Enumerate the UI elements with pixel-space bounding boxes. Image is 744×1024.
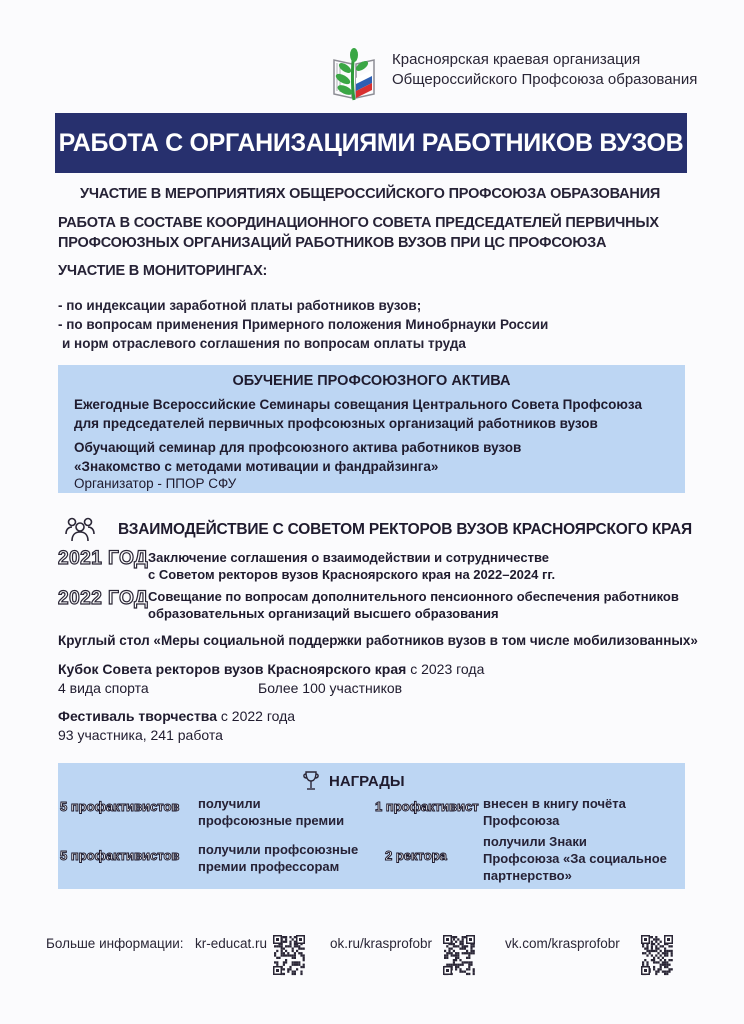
award-line: премии профессорам (198, 859, 340, 874)
page-title: РАБОТА С ОРГАНИЗАЦИЯМИ РАБОТНИКОВ ВУЗОВ (58, 128, 684, 157)
people-group-icon (64, 516, 96, 542)
award-line: получили профсоюзные (198, 842, 359, 857)
year-label: 2021 ГОД (58, 548, 149, 569)
award-line: профсоюзные премии (198, 813, 345, 828)
monitoring-item: - по индексации заработной платы работников вузов; (58, 298, 422, 313)
link-ok-krasprofobr[interactable]: ok.ru/krasprofobr (330, 936, 433, 951)
event-description (148, 588, 679, 622)
award-count: 2 ректора (385, 848, 447, 863)
page-title-banner (55, 113, 687, 173)
festival-stats: 93 участника, 241 работа (58, 727, 223, 743)
award-line: получили (198, 796, 261, 811)
cup-since: с 2023 года (406, 661, 485, 677)
organization-name-line2: Общероссийского Профсоюза образования (392, 71, 698, 88)
award-description (198, 795, 344, 829)
qr-code-icon[interactable] (442, 934, 476, 976)
award-line: Профсоюза «За социальное (483, 851, 667, 866)
round-table-text: Круглый стол «Меры социальной поддержки работников вузов в том числе мобилизованных» (58, 633, 698, 648)
year-label: 2022 ГОД (58, 588, 149, 609)
more-info-label: Больше информации: (46, 936, 184, 951)
event-line: Заключение соглашения о взаимодействии и сотрудничестве (148, 550, 549, 565)
monitoring-item: - по вопросам применения Примерного положения Минобрнауки России (58, 317, 549, 332)
council-line: РАБОТА В СОСТАВЕ КООРДИНАЦИОННОГО СОВЕТА ПРЕДСЕДАТЕЛЕЙ ПЕРВИЧНЫХ (58, 215, 659, 231)
council-line: ПРОФСОЮЗНЫХ ОРГАНИЗАЦИЙ РАБОТНИКОВ ВУЗОВ ПРИ ЦС ПРОФСОЮЗА (58, 235, 607, 251)
training-line: «Знакомство с методами мотивации и фандрайзинга» (74, 459, 439, 474)
organization-name (392, 50, 697, 90)
qr-code-icon[interactable] (272, 934, 306, 976)
award-count: 5 профактивистов (60, 848, 180, 863)
event-line: с Советом ректоров вузов Красноярского края на 2022–2024 гг. (148, 567, 556, 582)
training-item-seminars (74, 395, 642, 433)
training-item-workshop (74, 438, 521, 476)
training-line: Обучающий семинар для профсоюзного актива работников вузов (74, 440, 522, 455)
cup-sports: 4 вида спорта (58, 680, 149, 696)
training-line: для председателей первичных профсоюзных организаций работников вузов (74, 416, 598, 431)
monitoring-list (58, 296, 548, 353)
event-line: образовательных организаций высшего образования (148, 606, 499, 621)
awards-heading (303, 771, 405, 791)
award-description (483, 795, 626, 829)
award-description (483, 833, 667, 884)
training-organizer: Организатор - ППОР СФУ (74, 476, 237, 491)
link-vk-krasprofobr[interactable]: vk.com/krasprofobr (505, 936, 620, 951)
award-count: 5 профактивистов (60, 799, 180, 814)
cup-participants: Более 100 участников (258, 680, 403, 696)
qr-code-icon[interactable] (640, 934, 674, 976)
training-line: Ежегодные Всероссийские Семинары совещания Центрального Совета Профсоюза (74, 397, 642, 412)
training-title: ОБУЧЕНИЕ ПРОФСОЮЗНОГО АКТИВА (232, 373, 511, 389)
award-line: партнерство» (483, 868, 572, 883)
award-line: получили Знаки (483, 834, 587, 849)
award-description (198, 841, 358, 875)
training-panel (58, 365, 685, 493)
monitoring-item: и норм отраслевого соглашения по вопросам оплаты труда (62, 336, 466, 351)
cooperation-title: ВЗАИМОДЕЙСТВИЕ С СОВЕТОМ РЕКТОРОВ ВУЗОВ КРАСНОЯРСКОГО КРАЯ (118, 521, 692, 538)
monitoring-title: УЧАСТИЕ В МОНИТОРИНГАХ: (58, 263, 268, 279)
trophy-icon (303, 771, 319, 791)
organization-name-line1: Красноярская краевая организация (392, 51, 641, 68)
rectors-cup (58, 660, 484, 698)
event-description (148, 549, 555, 583)
event-line: Совещание по вопросам дополнительного пенсионного обеспечения работников (148, 589, 679, 604)
profsoyuz-logo-icon (330, 46, 378, 104)
festival-since: с 2022 года (217, 708, 296, 724)
link-kr-educat[interactable]: kr-educat.ru (195, 936, 268, 951)
awards-panel (58, 763, 685, 889)
award-count: 1 профактивист (375, 799, 479, 814)
council-text (58, 213, 659, 253)
cup-title: Кубок Совета ректоров вузов Красноярского края (58, 661, 407, 677)
creativity-festival (58, 707, 295, 745)
participation-title: УЧАСТИЕ В МЕРОПРИЯТИЯХ ОБЩЕРОССИЙСКОГО ПРОФСОЮЗА ОБРАЗОВАНИЯ (80, 186, 661, 202)
festival-title: Фестиваль творчества (58, 708, 218, 724)
award-line: Профсоюза (483, 813, 560, 828)
award-line: внесен в книгу почёта (483, 796, 626, 811)
awards-title: НАГРАДЫ (329, 772, 405, 790)
